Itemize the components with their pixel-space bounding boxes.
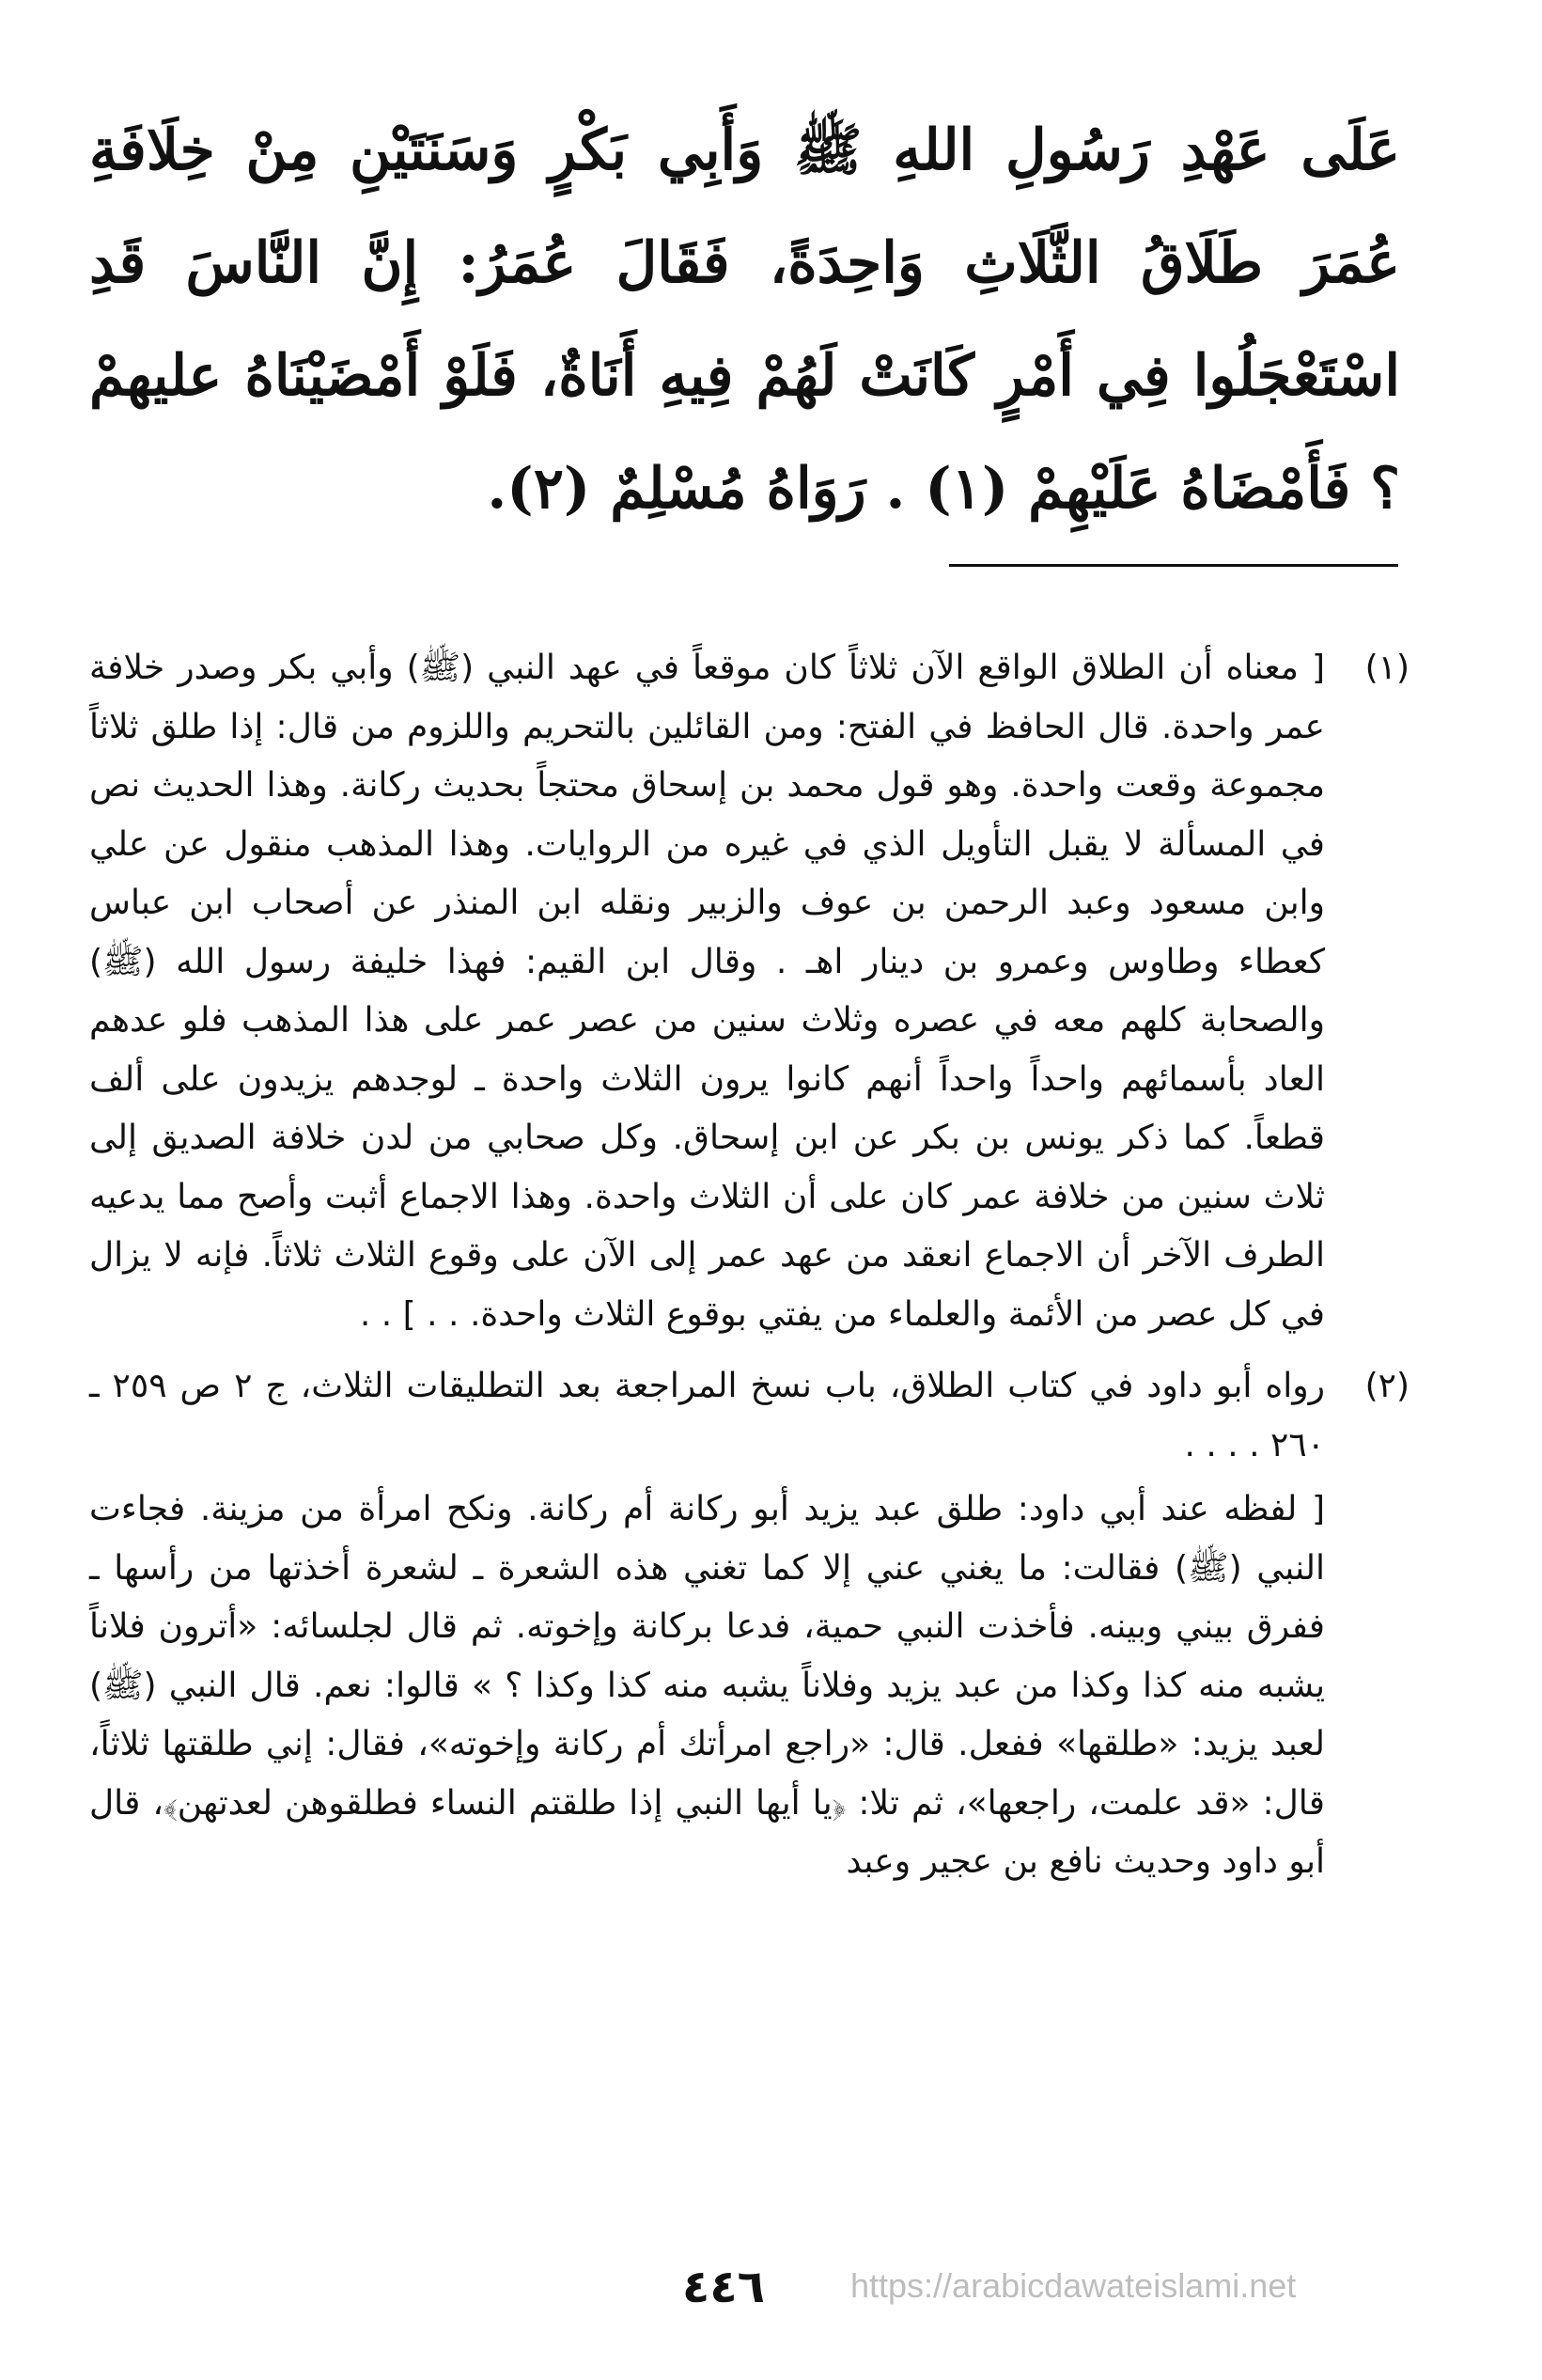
footnote-paragraph: [ لفظه عند أبي داود: طلق عبد يزيد أبو ركانة أم ركانة. ونكح امرأة من مزينة. فجاءت النبي (ﷺ) فقالت: ما يغني عني إلا كما تغني هذه الشعرة ـ لشعرة أخذتها من رأسها ـ ففرق بيني وبينه. فأخذت النبي حمية، فدعا بركانة وإخوته. ثم قال لجلسائه: «أترون فلاناً يشبه منه كذا وكذا من عبد يزيد وفلاناً يشبه منه كذا وكذا ؟ » قالوا: نعم. قال النبي (ﷺ) لعبد يزيد: «طلقها» ففعل. قال: «راجع امرأتك أم ركانة وإخوته»، فقال: إني طلقتها ثلاثاً، قال: «قد علمت، راجعها»، ثم تلا: ﴿يا أيها النبي إذا طلقتم النساء فطلقوهن لعدتهن﴾، قال أبو داود وحديث نافع بن عجير وعبد [89, 1490, 1325, 1881]
footnote-paragraph: [ معناه أن الطلاق الواقع الآن ثلاثاً كان موقعاً في عهد النبي (ﷺ) وأبي بكر وصدر خلافة عمر واحدة. قال الحافظ في الفتح: ومن القائلين بالتحريم واللزوم من قال: إذا طلق ثلاثاً مجموعة وقعت واحدة. وهو قول محمد بن إسحاق محتجاً بحديث ركانة. وهذا الحديث نص في المسألة لا يقبل التأويل الذي في غيره من الروايات. وهذا المذهب منقول عن علي وابن مسعود وعبد الرحمن بن عوف والزبير ونقله ابن المنذر عن أصحاب ابن عباس كعطاء وطاوس وعمرو بن دينار اهـ . وقال ابن القيم: فهذا خليفة رسول الله (ﷺ) والصحابة كلهم معه في عصره وثلاث سنين من عصر عمر على هذا المذهب فلو عدهم العاد بأسمائهم واحداً واحداً أنهم كانوا يرون الثلاث واحدة ـ لوجدهم يزيدون على ألف قطعاً. كما ذكر يونس بن بكر عن ابن إسحاق. وكل صحابي من لدن خلافة الصديق إلى ثلاث سنين من خلافة عمر كان على أن الثلاث واحدة. وهذا الاجماع أثبت وأصح مما يدعيه الطرف الآخر أن الاجماع انعقد من عهد عمر إلى الآن على وقوع الثلاث ثلاثاً. فإنه لا يزال في كل عصر من الأئمة والعلماء من يفتي بوقوع الثلاث واحدة. . . ] . . [89, 649, 1325, 1334]
footnote-body [89, 1357, 1325, 1892]
footnote-marker: (١) [1364, 649, 1410, 687]
hadith-paragraph: عَلَى عَهْدِ رَسُولِ اللهِ ﷺ وَأَبِي بَكْرٍ وَسَنَتَيْنِ مِنْ خِلَافَةِ عُمَرَ طَلَاقُ الثَّلَاثِ وَاحِدَةً، فَقَالَ عُمَرُ: إِنَّ النَّاسَ قَدِ اسْتَعْجَلُوا فِي أَمْرٍ كَانَتْ لَهُمْ فِيهِ أَنَاةٌ، فَلَوْ أَمْضَيْنَاهُ عليهمْ ؟ فَأَمْضَاهُ عَلَيْهِمْ (١) . رَوَاهُ مُسْلِمٌ (٢). [89, 117, 1400, 522]
footnotes-section [89, 639, 1410, 1905]
footnote-marker: (٢) [1364, 1367, 1410, 1405]
page-number: ٤٤٦ [682, 2261, 765, 2313]
footnote-separator [949, 564, 1398, 567]
footnote-2 [89, 1357, 1410, 1892]
footnote-paragraph: رواه أبو داود في كتاب الطلاق، باب نسخ المراجعة بعد التطليقات الثلاث، ج ٢ ص ٢٥٩ ـ ٢٦٠ . . . . [89, 1367, 1325, 1464]
footnote-1 [89, 639, 1410, 1344]
main-hadith-text [89, 94, 1400, 545]
footnote-body [89, 639, 1325, 1344]
watermark-url: https://arabicdawateislami.net [850, 2266, 1297, 2305]
